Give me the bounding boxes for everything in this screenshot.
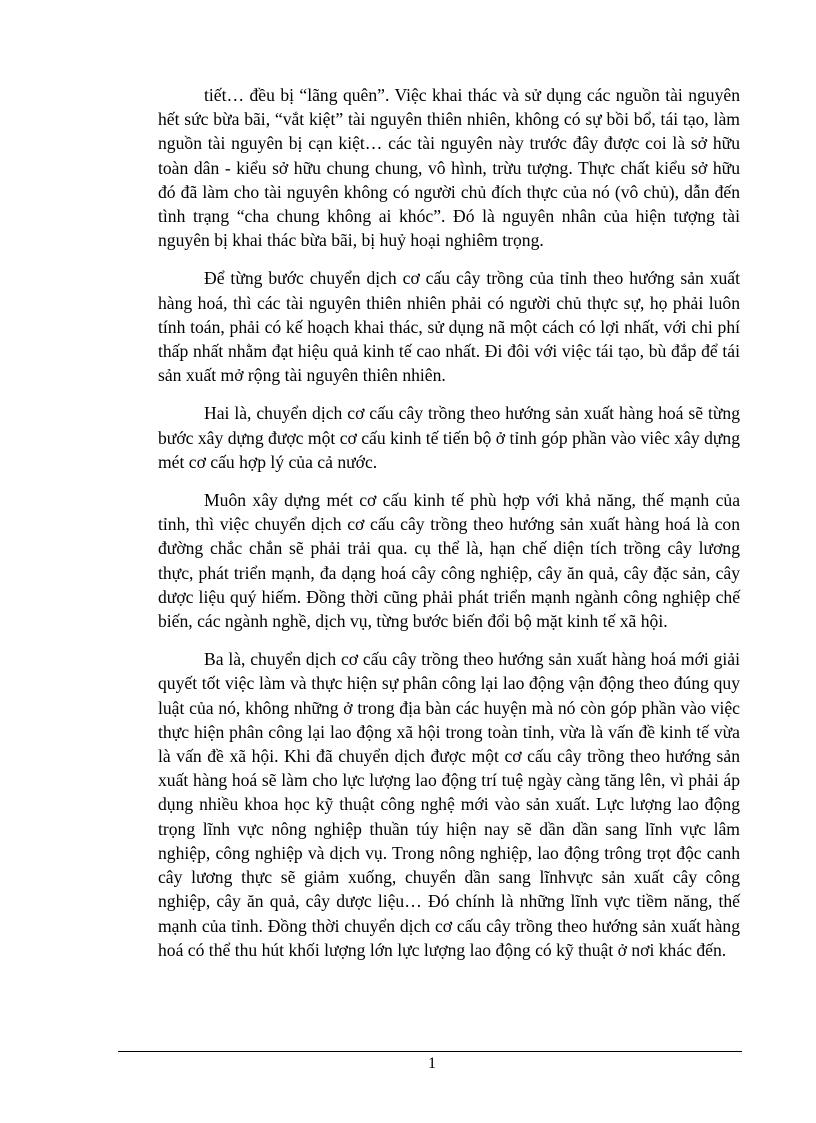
page-number: 1 [428,1055,436,1072]
body-text [158,83,740,976]
paragraph: Để từng bước chuyển dịch cơ cấu cây trồng của tỉnh theo hướng sản xuất hàng hoá, thì các tài nguyên thiên nhiên phải có người chủ thực sự, họ phải luôn tính toán, phải có kế hoạch khai thác, sử dụng nã một cách có lợi nhất, với chi phí thấp nhất nhằm đạt hiệu quả kinh tế cao nhất. Đi đôi với việc tái tạo, bù đắp để tái sản xuất mở rộng tài nguyên thiên nhiên. [158,268,740,386]
footer-divider [118,1051,742,1052]
paragraph: Hai là, chuyển dịch cơ cấu cây trồng theo hướng sản xuất hàng hoá sẽ từng bước xây dựng được một cơ cấu kinh tế tiến bộ ở tỉnh góp phần vào viêc xây dựng mét cơ cấu hợp lý của cả nước. [158,403,740,472]
paragraph: tiết… đều bị “lãng quên”. Việc khai thác và sử dụng các nguồn tài nguyên hết sức bừa bãi, “vắt kiệt” tài nguyên thiên nhiên, không có sự bồi bổ, tái tạo, làm nguồn tài nguyên bị cạn kiệt… các tài nguyên này trước đây được coi là sở hữu toàn dân - kiểu sở hữu chung chung, vô hình, trừu tượng. Thực chất kiểu sở hữu đó đã làm cho tài nguyên không có người chủ đích thực của nó (vô chủ), dẫn đến tình trạng “cha chung không ai khóc”. Đó là nguyên nhân của hiện tượng tài nguyên bị khai thác bừa bãi, bị huỷ hoại nghiêm trọng. [158,85,740,251]
paragraph: Ba là, chuyển dịch cơ cấu cây trồng theo hướng sản xuất hàng hoá mới giải quyết tốt việc làm và thực hiện sự phân công lại lao động vận động theo đúng quy luật của nó, không những ở trong địa bàn các huyện mà nó còn góp phần vào việc thực hiện phân công lại lao động xã hội trong toàn tỉnh, vừa là vấn đề kinh tế vừa là vấn đề xã hội. Khi đã chuyển dịch được một cơ cấu cây trồng theo hướng sản xuất hàng hoá sẽ làm cho lực lượng lao động trí tuệ ngày càng tăng lên, vì phải áp dụng nhiều khoa học kỹ thuật công nghệ mới vào sản xuất. Lực lượng lao động trọng lĩnh vực nông nghiệp thuần túy hiện nay sẽ dần dần sang lĩnh vực lâm nghiệp, công nghiệp và dịch vụ. Trong nông nghiệp, lao động trông trọt độc canh cây lương thực sẽ giảm xuống, chuyển dần sang lĩnhvực sản xuất cây công nghiệp, cây ăn quả, cây dược liệu… Đó chính là những lĩnh vực tiềm năng, thế mạnh của tỉnh. Đồng thời chuyển dịch cơ cấu cây trồng theo hướng sản xuất hàng hoá có thể thu hút khối lượng lớn lực lượng lao động có kỹ thuật ở nơi khác đến. [158,649,740,960]
paragraph: Muôn xây dựng mét cơ cấu kinh tế phù hợp với khả năng, thế mạnh của tỉnh, thì việc chuyển dịch cơ cấu cây trồng theo hướng sản xuất hàng hoá là con đường chắc chắn sẽ phải trải qua. cụ thể là, hạn chế diện tích trồng cây lương thực, phát triển mạnh, đa dạng hoá cây công nghiệp, cây ăn quả, cây đặc sản, cây dược liệu quý hiếm. Đồng thời cũng phải phát triển mạnh ngành công nghiệp chế biến, các ngành nghề, dịch vụ, từng bước biến đổi bộ mặt kinh tế xã hội. [158,490,740,632]
